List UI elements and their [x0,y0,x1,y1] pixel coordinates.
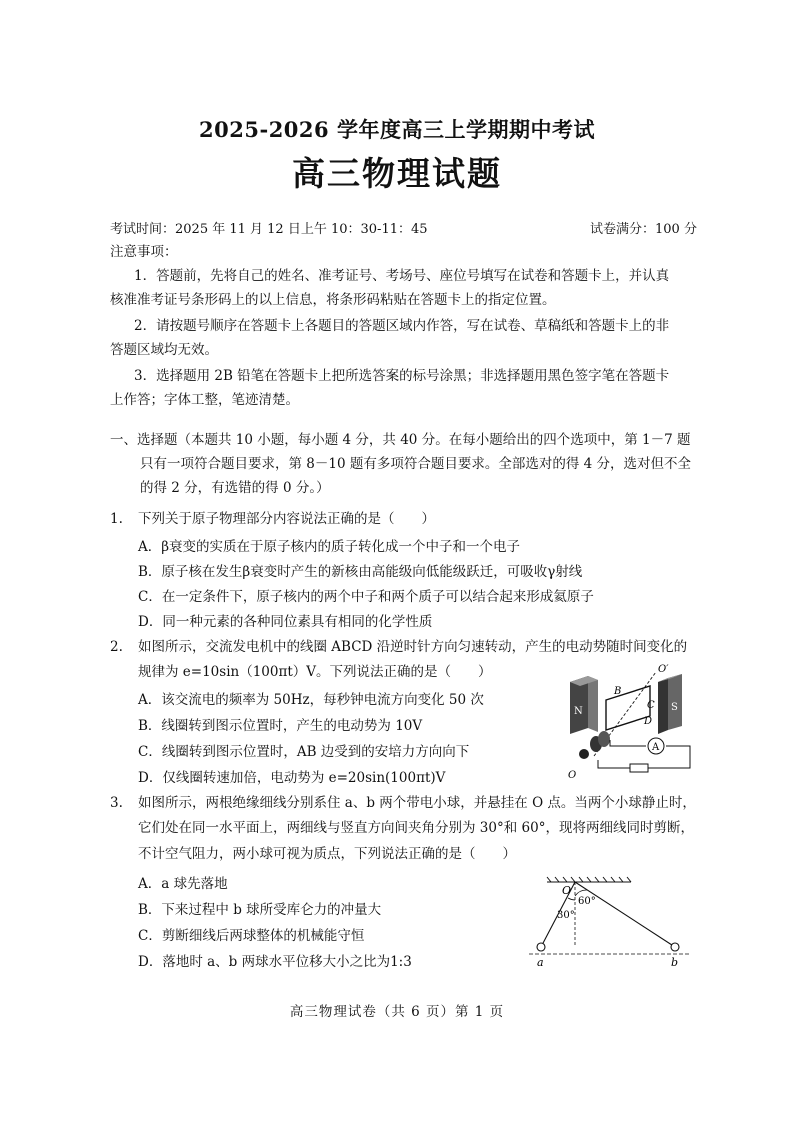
notice-line: 答题区域均无效。 [110,342,218,358]
ammeter [648,738,664,754]
exam-title: 2025-2026 学年度高三上学期期中考试 [199,117,595,142]
label-o-prime: O′ [658,664,669,675]
notice-heading: 注意事项： [110,244,178,260]
option-a: A．该交流电的频率为 50Hz，每秒钟电流方向变化 50 次 [138,692,484,708]
section-line: 的得 2 分，有选错的得 0 分。） [140,480,330,496]
question-stem: 下列关于原子物理部分内容说法正确的是（ ） [138,511,435,527]
option-d: D．仅线圈转速加倍，电动势为 e=20sin(100πt)V [138,770,446,786]
label-a: a [537,956,544,969]
notice-line: 2．请按题号顺序在答题卡上各题目的答题区域内作答，写在试卷、草稿纸和答题卡上的非 [134,318,670,334]
question-stem: 它们处在同一水平面上，两细线与竖直方向间夹角分别为 30°和 60°，现将两细线同时剪断， [138,820,694,836]
notice-line: 3．选择题用 2B 铅笔在答题卡上把所选答案的标号涂黑；非选择题用黑色签字笔在答题卡 [134,368,670,384]
magnet-n [570,676,598,734]
option-a: A．a 球先落地 [138,876,228,892]
page-footer: 高三物理试卷（共 6 页）第 1 页 [289,1004,505,1020]
threads [529,882,691,954]
label-c: C [647,700,655,711]
ball-b [671,943,679,951]
pendulum-figure [525,874,695,972]
notice-line: 核准准考证号条形码上的以上信息，将条形码粘贴在答题卡上的指定位置。 [110,292,556,308]
generator-figure [558,660,698,785]
angle-60: 60° [578,896,596,907]
option-a: A．β衰变的实质在于原子核内的质子转化成一个中子和一个电子 [138,539,521,555]
notice-line: 1．答题前，先将自己的姓名、准考证号、考场号、座位号填写在试卷和答题卡上，并认真 [134,268,670,284]
notice-block [110,266,710,416]
question-number: 1. [110,511,123,527]
label-o: O [568,770,577,781]
question-stem: 如图所示，两根绝缘细线分别系住 a、b 两个带电小球，并悬挂在 O 点。当两个小球静止时， [138,795,696,811]
option-b: B．下来过程中 b 球所受库仑力的冲量大 [138,902,382,918]
label-b: B [614,686,622,697]
question-stem: 规律为 e=10sin（100πt）V。下列说法正确的是（ ） [138,664,492,680]
exam-time: 考试时间：2025 年 11 月 12 日上午 10：30-11：45 [110,222,428,237]
subject-title: 高三物理试题 [292,154,502,193]
question-stem: 如图所示，交流发电机中的线圈 ABCD 沿逆时针方向匀速转动，产生的电动势随时间变化的 [138,639,688,655]
section-instructions [110,430,710,500]
section-line: 一、选择题（本题共 10 小题，每小题 4 分，共 40 分。在每小题给出的四个选项中，第 1－7 题 [110,432,691,448]
ball-a [537,943,545,951]
option-d: D．同一种元素的各种同位素具有相同的化学性质 [138,614,433,630]
circuit [598,740,690,772]
label-b: b [671,956,679,969]
question-stem: 不计空气阻力，两小球可视为质点，下列说法正确的是（ ） [138,846,516,862]
label-s: S [671,702,678,713]
notice-line: 上作答；字体工整，笔迹清楚。 [110,392,299,408]
option-d: D．落地时 a、b 两球水平位移大小之比为1:3 [138,954,412,970]
label-o: O [562,884,572,897]
section-line: 只有一项符合题目要求，第 8－10 题有多项符合题目要求。全部选对的得 4 分，选对但不全 [140,456,692,472]
option-b: B．原子核在发生β衰变时产生的新核由高能级向低能级跃迁，可吸收γ射线 [138,564,583,580]
option-c: C．线圈转到图示位置时，AB 边受到的安培力方向向下 [138,744,470,760]
ceiling [547,877,631,882]
question-number: 3. [110,795,123,811]
question-number: 2. [110,639,123,655]
option-c: C．剪断细线后两球整体的机械能守恒 [138,928,365,944]
magnet-s [658,674,682,734]
full-score: 试卷满分：100 分 [590,222,697,237]
angle-30: 30° [557,910,575,921]
option-b: B．线圈转到图示位置时，产生的电动势为 10V [138,718,423,734]
label-n: N [574,706,583,717]
option-c: C．在一定条件下，原子核内的两个中子和两个质子可以结合起来形成氦原子 [138,589,594,605]
label-d: D [644,716,653,727]
label-ammeter: A [652,742,660,753]
